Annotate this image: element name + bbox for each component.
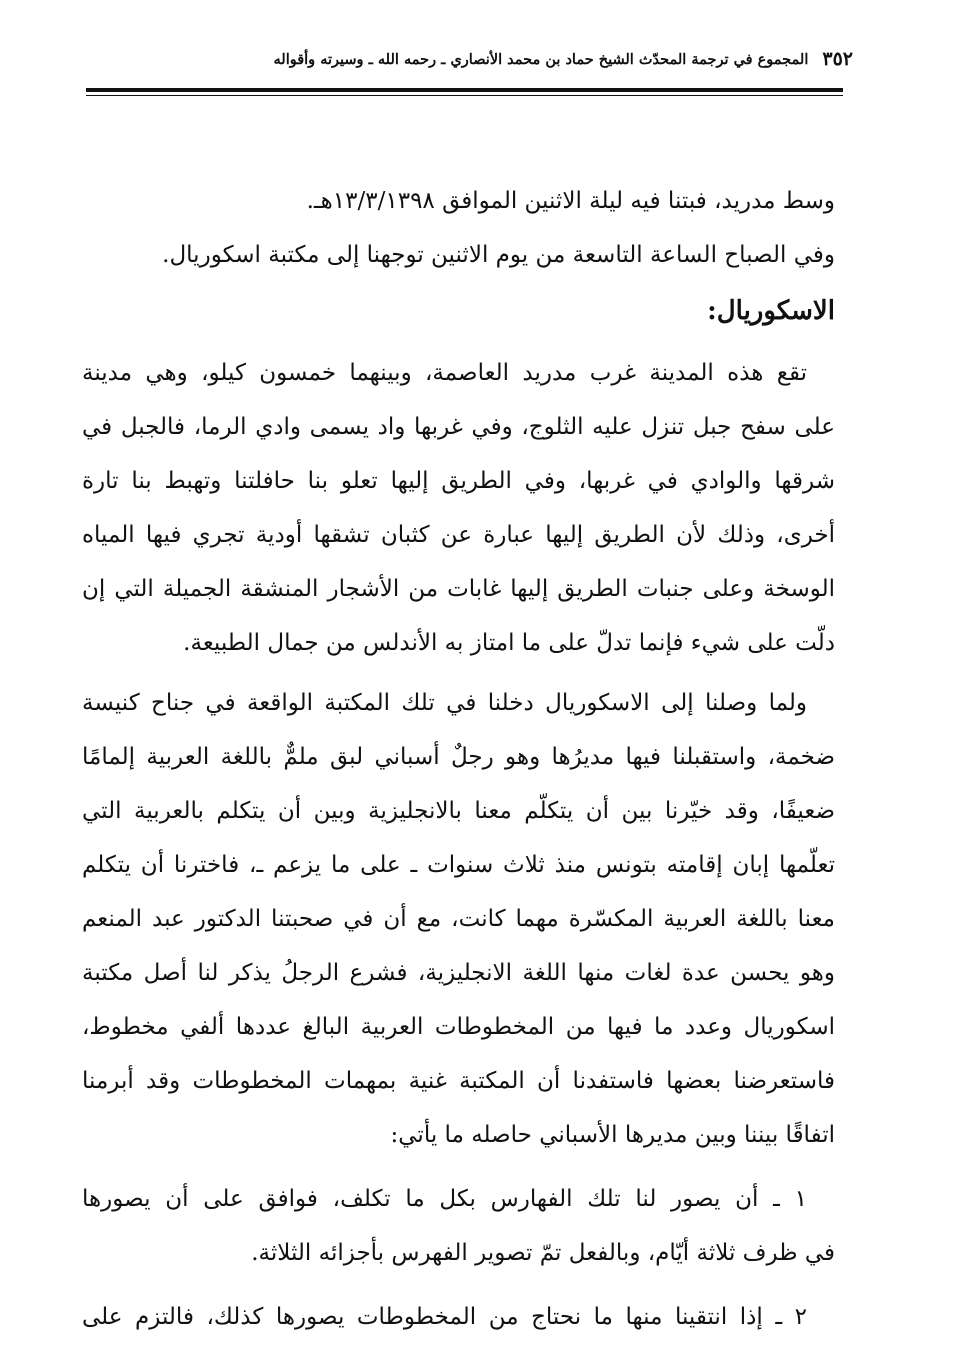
header-rule-thick [86,88,843,92]
intro-line-1: وسط مدريد، فبتنا فيه ليلة الاثنين الموافق ١٣/٣/١٣٩٨هـ. [306,188,835,214]
item1-line-1: ١ ـ أن يصور لنا تلك الفهارس بكل ما تكلف، فوافق على أن يصورها [82,1186,807,1212]
item1-line-2: في ظرف ثلاثة أيّام، وبالفعل تمّ تصوير الفهرس بأجزائه الثلاثة. [251,1240,835,1266]
paragraph1-line-4: أخرى، وذلك لأن الطريق إليها عبارة عن كثبان تشقها أودية تجري فيها المياه [82,522,835,548]
paragraph2-line-9: اتفاقًا بيننا وبين مديرها الأسباني حاصله ما يأتي: [390,1122,835,1148]
body-text [82,174,835,1344]
paragraph2-line-4: تعلّمها إبان إقامته بتونس منذ ثلاث سنوات ـ على ما يزعم ـ، فاخترنا أن يتكلم [82,852,835,878]
page-number: ٣٥٢ [822,48,853,70]
paragraph1-line-6: دلّت على شيء فإنما تدلّ على ما امتاز به الأندلس من جمال الطبيعة. [183,630,835,656]
paragraph2-line-6: وهو يحسن عدة لغات منها اللغة الانجليزية، فشرع الرجلُ يذكر لنا أصل مكتبة [82,960,835,986]
header-title: المجموع في ترجمة المحدّث الشيخ حماد بن محمد الأنصاري ـ رحمه الله ـ وسيرته وأقواله [273,50,809,68]
paragraph1-line-1: تقع هذه المدينة غرب مدريد العاصمة، وبينهما خمسون كيلو، وهي مدينة [82,360,807,386]
paragraph2-line-2: ضخمة، واستقبلنا فيها مديرُها وهو رجلٌ أسباني لبق ملمٌّ باللغة العربية إلمامًا [82,744,835,770]
item2-line-1: ٢ ـ إذا انتقينا منها ما نحتاج من المخطوطات يصورها كذلك، فالتزم على [82,1304,807,1330]
paragraph2-line-5: معنا باللغة العربية المكسّرة مهما كانت، مع أن في صحبتنا الدكتور عبد المنعم [82,906,835,932]
paragraph1-line-5: الوسخة وعلى جنبات الطريق إليها غابات من الأشجار المنشقة الجميلة التي إن [82,576,835,602]
running-header [160,42,853,76]
paragraph2-line-8: فاستعرضنا بعضها فاستفدنا أن المكتبة غنية بمهمات المخطوطات وقد أبرمنا [82,1068,835,1094]
paragraph2-line-7: اسكوريال وعدد ما فيها من المخطوطات العربية البالغ عددها ألفي مخطوط، [82,1014,835,1040]
spacer [82,1280,835,1290]
paragraph1-line-3: شرقها والوادي في غربها، وفي الطريق إليها تعلو بنا حافلتنا وتهبط بنا تارة [82,468,835,494]
spacer [82,1162,835,1172]
section-heading: الاسكوريال: [707,296,835,326]
paragraph2-line-1: ولما وصلنا إلى الاسكوريال دخلنا في تلك المكتبة الواقعة في جناح كنيسة [82,690,807,716]
paragraph2-line-3: ضعيفًا، وقد خيّرنا بين أن يتكلّم معنا بالانجليزية وبين أن يتكلم بالعربية التي [82,798,835,824]
header-rule-thin [86,95,843,96]
paragraph1-line-2: على سفح جبل تنزل عليه الثلوج، وفي غربها واد يسمى وادي الرما، فالجبل في [82,414,835,440]
intro-line-2: وفي الصباح الساعة التاسعة من يوم الاثنين توجهنا إلى مكتبة اسكوريال. [162,242,835,268]
